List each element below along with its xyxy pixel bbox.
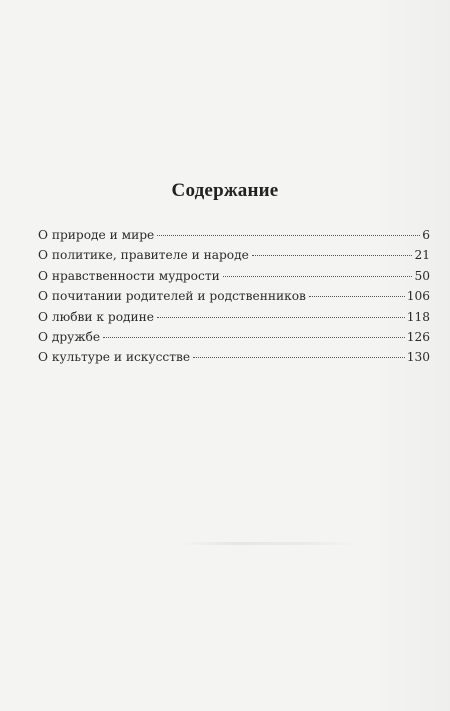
toc-entry-label: О политике, правителе и народе bbox=[38, 248, 249, 263]
dot-leader bbox=[309, 296, 405, 297]
dot-leader bbox=[157, 317, 405, 318]
dot-leader bbox=[252, 255, 413, 256]
paper-smudge bbox=[180, 542, 360, 545]
toc-entry bbox=[38, 228, 430, 248]
toc-entry bbox=[38, 350, 430, 370]
toc-entry-label: О природе и мире bbox=[38, 228, 155, 242]
toc-entry-label: О культуре и искусстве bbox=[38, 350, 191, 365]
toc-entry bbox=[38, 310, 430, 330]
toc-entry-page: 21 bbox=[414, 248, 430, 263]
toc-entry-label: О любви к родине bbox=[38, 309, 155, 324]
table-of-contents bbox=[38, 228, 430, 371]
toc-entry-page: 118 bbox=[406, 309, 430, 324]
toc-entry bbox=[38, 330, 430, 350]
toc-entry-page: 130 bbox=[406, 350, 430, 365]
dot-leader bbox=[157, 235, 420, 236]
toc-entry bbox=[38, 248, 430, 268]
toc-entry-label: О почитании родителей и родственников bbox=[38, 289, 306, 304]
toc-entry-page: 126 bbox=[406, 329, 430, 344]
dot-leader bbox=[193, 357, 405, 358]
page-title: Содержание bbox=[171, 180, 279, 201]
toc-entry-page: 6 bbox=[422, 228, 430, 242]
dot-leader bbox=[223, 276, 413, 277]
toc-entry-page: 106 bbox=[406, 289, 430, 304]
toc-entry-label: О дружбе bbox=[38, 329, 101, 344]
toc-entry-label: О нравственности мудрости bbox=[38, 268, 220, 283]
toc-entry-page: 50 bbox=[414, 268, 430, 283]
toc-entry bbox=[38, 269, 430, 289]
dot-leader bbox=[103, 337, 405, 338]
toc-entry bbox=[38, 289, 430, 309]
